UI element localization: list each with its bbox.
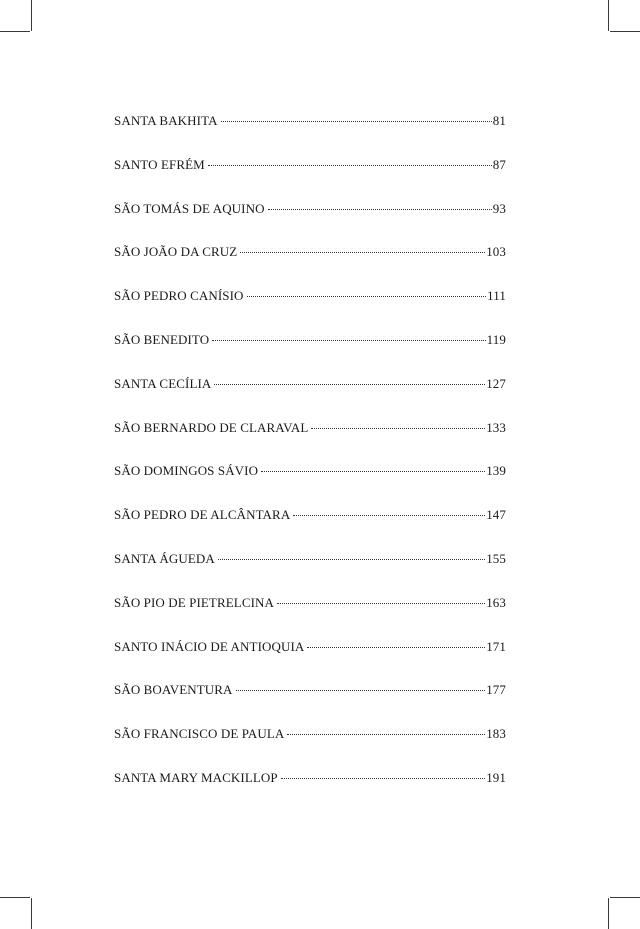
toc-entry[interactable]: [114, 682, 506, 726]
toc-dot-leader: [293, 515, 485, 516]
toc-entry[interactable]: [114, 726, 506, 770]
crop-mark-top-left-vertical: [31, 0, 32, 31]
toc-dot-leader: [240, 252, 485, 253]
toc-entry-title: SÃO JOÃO DA CRUZ: [114, 244, 238, 260]
toc-entry-page: 147: [486, 507, 506, 523]
toc-entry-page: 139: [486, 463, 506, 479]
toc-entry-title: SÃO BENEDITO: [114, 331, 210, 347]
toc-entry[interactable]: [114, 420, 506, 464]
toc-entry[interactable]: [114, 157, 506, 201]
toc-entry-page: 127: [486, 375, 506, 391]
toc-entry[interactable]: [114, 463, 506, 507]
crop-mark-bottom-right-horizontal: [610, 897, 640, 898]
toc-entry[interactable]: [114, 507, 506, 551]
toc-dot-leader: [208, 165, 492, 166]
toc-entry[interactable]: [114, 113, 506, 157]
crop-mark-top-left-horizontal: [0, 31, 30, 32]
toc-entry-title: SANTA BAKHITA: [114, 113, 218, 128]
toc-entry-title: SANTA ÁGUEDA: [114, 550, 215, 566]
toc-dot-leader: [307, 647, 485, 648]
toc-entry-page: 111: [487, 288, 506, 304]
toc-entry-page: 155: [486, 550, 506, 566]
toc-dot-leader: [247, 296, 487, 297]
toc-dot-leader: [277, 603, 485, 604]
toc-entry-page: 81: [492, 113, 506, 128]
crop-mark-bottom-right-vertical: [608, 898, 609, 929]
toc-entry-title: SANTA MARY MACKILLOP: [114, 769, 278, 785]
toc-entry-title: SÃO BOAVENTURA: [114, 682, 233, 698]
toc-dot-leader: [268, 209, 492, 210]
toc-entry-title: SÃO FRANCISCO DE PAULA: [114, 726, 285, 742]
toc-dot-leader: [236, 690, 486, 691]
toc-entry-page: 119: [486, 331, 506, 347]
toc-entry[interactable]: [114, 551, 506, 595]
toc-entry[interactable]: [114, 376, 506, 420]
crop-mark-bottom-left-vertical: [31, 898, 32, 929]
toc-entry-title: SANTO EFRÉM: [114, 156, 205, 172]
toc-dot-leader: [311, 428, 485, 429]
toc-entry[interactable]: [114, 201, 506, 245]
crop-mark-top-right-horizontal: [610, 31, 640, 32]
toc-dot-leader: [212, 340, 485, 341]
toc-entry-title: SANTO INÁCIO DE ANTIOQUIA: [114, 638, 305, 654]
toc-entry-page: 191: [486, 769, 506, 785]
toc-dot-leader: [281, 778, 485, 779]
toc-entry-title: SÃO PIO DE PIETRELCINA: [114, 594, 275, 610]
toc-entry-page: 103: [486, 244, 506, 260]
crop-mark-bottom-left-horizontal: [0, 897, 30, 898]
toc-entry-title: SÃO DOMINGOS SÁVIO: [114, 463, 259, 479]
toc-entry-page: 171: [486, 638, 506, 654]
toc-dot-leader: [214, 384, 485, 385]
toc-entry[interactable]: [114, 332, 506, 376]
crop-mark-top-right-vertical: [608, 0, 609, 31]
toc-entry-page: 93: [492, 200, 506, 216]
toc-entry-title: SÃO PEDRO DE ALCÂNTARA: [114, 507, 291, 523]
toc-dot-leader: [261, 471, 485, 472]
toc-dot-leader: [287, 734, 485, 735]
toc-entry[interactable]: [114, 595, 506, 639]
toc-entry-page: 177: [486, 682, 506, 698]
toc-dot-leader: [221, 121, 492, 122]
toc-entry-title: SÃO PEDRO CANÍSIO: [114, 288, 244, 304]
toc-entry-title: SÃO BERNARDO DE CLARAVAL: [114, 419, 309, 435]
toc-entry[interactable]: [114, 639, 506, 683]
toc-entry[interactable]: [114, 244, 506, 288]
toc-entry-page: 133: [486, 419, 506, 435]
toc-entry-page: 163: [486, 594, 506, 610]
toc-entry-page: 183: [486, 726, 506, 742]
toc-entry-page: 87: [492, 156, 506, 172]
toc-entry[interactable]: [114, 288, 506, 332]
toc-entry[interactable]: [114, 770, 506, 814]
table-of-contents: [114, 113, 506, 814]
toc-entry-title: SÃO TOMÁS DE AQUINO: [114, 200, 265, 216]
toc-entry-title: SANTA CECÍLIA: [114, 375, 212, 391]
toc-dot-leader: [218, 559, 485, 560]
